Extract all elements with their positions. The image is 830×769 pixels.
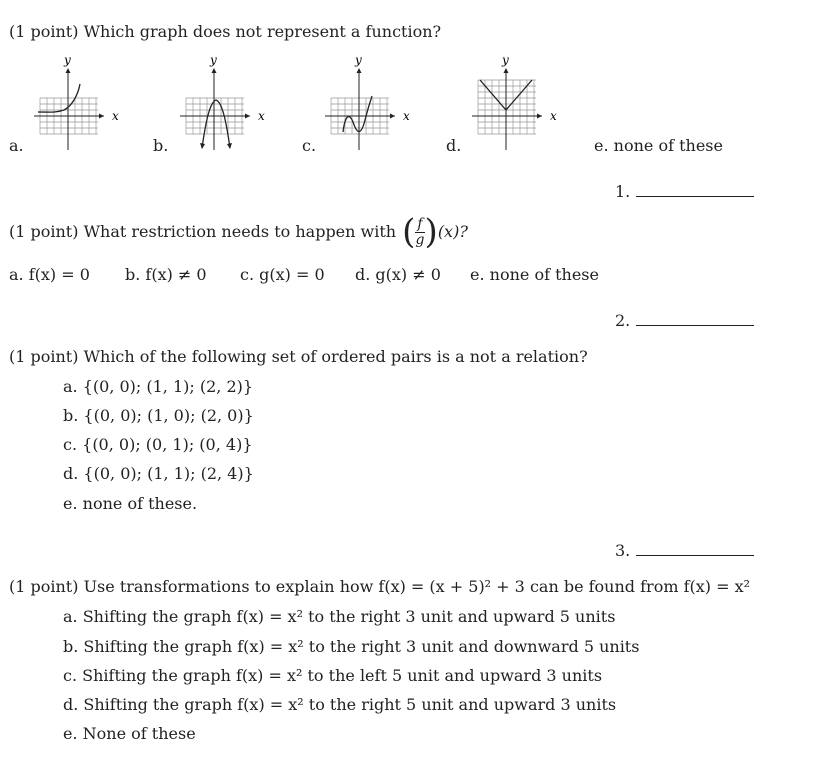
q1-option-d: d. — [446, 136, 462, 155]
graph-b-y-label: y — [210, 53, 217, 67]
q1-option-b: b. — [153, 136, 169, 155]
q2-option-a: a. f(x) = 0 — [9, 265, 90, 284]
q4-option-e: e. None of these — [63, 724, 196, 743]
graph-c-x-label: x — [403, 109, 410, 123]
q2-paren-close: ) — [424, 212, 438, 252]
q3-option-a: a. {(0, 0); (1, 1); (2, 2)} — [63, 377, 254, 396]
q2-stem — [9, 210, 468, 254]
q2-option-d: d. g(x) ≠ 0 — [355, 265, 441, 284]
graph-d-y-label: y — [502, 53, 509, 67]
q4-option-d: d. Shifting the graph f(x) = x² to the right 5 unit and upward 3 units — [63, 695, 617, 714]
answer-label-3: 3. — [615, 541, 631, 560]
q3-option-d: d. {(0, 0); (1, 1); (2, 4)} — [63, 464, 254, 483]
q2-option-b: b. f(x) ≠ 0 — [125, 265, 207, 284]
q1-stem: (1 point) Which graph does not represent a function? — [9, 22, 442, 41]
q1-option-c: c. — [302, 136, 317, 155]
q2-fraction-denominator: g — [415, 231, 425, 248]
graph-d — [472, 50, 572, 150]
answer-blank-1[interactable] — [636, 196, 754, 197]
q2-fraction-numerator: f — [417, 215, 423, 232]
q4-option-a: a. Shifting the graph f(x) = x² to the right 3 unit and upward 5 units — [63, 607, 616, 626]
graph-a — [34, 50, 134, 150]
q3-stem: (1 point) Which of the following set of ordered pairs is a not a relation? — [9, 347, 588, 366]
graph-b-x-label: x — [258, 109, 265, 123]
graph-d-x-label: x — [550, 109, 557, 123]
q2-paren-open: ( — [402, 212, 416, 252]
q4-option-c: c. Shifting the graph f(x) = x² to the left 5 unit and upward 3 units — [63, 666, 603, 685]
q2-option-e: e. none of these — [470, 265, 599, 284]
q3-option-b: b. {(0, 0); (1, 0); (2, 0)} — [63, 406, 254, 425]
q2-stem-text: (1 point) What restriction needs to happen with — [9, 222, 397, 241]
answer-blank-2[interactable] — [636, 325, 754, 326]
answer-label-1: 1. — [615, 182, 631, 201]
q2-fraction — [415, 217, 424, 247]
graph-a-y-label: y — [64, 53, 71, 67]
graph-b — [180, 50, 280, 150]
q1-option-a: a. — [9, 136, 24, 155]
answer-label-2: 2. — [615, 311, 631, 330]
q3-option-e: e. none of these. — [63, 494, 198, 513]
q4-stem: (1 point) Use transformations to explain how f(x) = (x + 5)² + 3 can be found from f(x) = x² — [9, 577, 751, 596]
graph-a-x-label: x — [112, 109, 119, 123]
q2-option-c: c. g(x) = 0 — [240, 265, 325, 284]
q2-stem-suffix: (x)? — [437, 222, 468, 241]
answer-blank-3[interactable] — [636, 555, 754, 556]
q3-option-c: c. {(0, 0); (0, 1); (0, 4)} — [63, 435, 253, 454]
q4-option-b: b. Shifting the graph f(x) = x² to the right 3 unit and downward 5 units — [63, 637, 640, 656]
q1-option-e: e. none of these — [594, 136, 723, 155]
graph-c-y-label: y — [355, 53, 362, 67]
graph-c — [325, 50, 425, 150]
